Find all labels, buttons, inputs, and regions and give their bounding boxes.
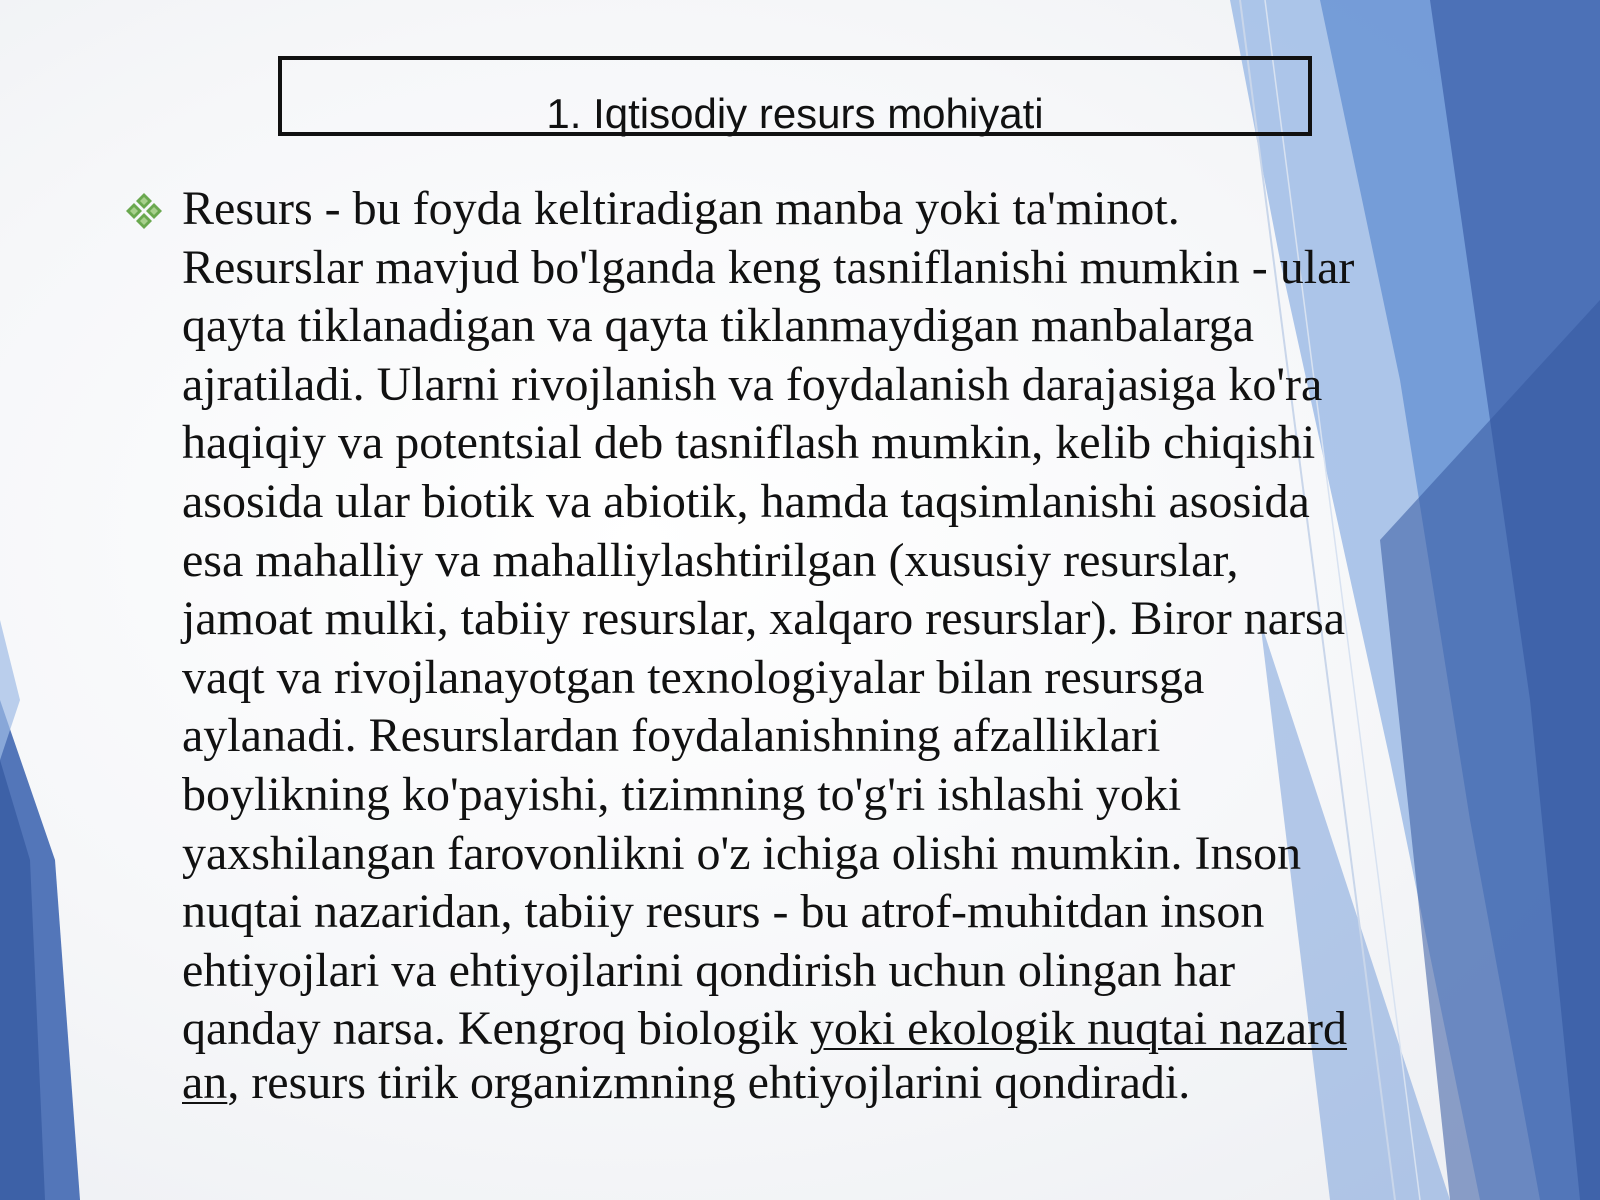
paragraph-line: [182, 1000, 1382, 1059]
paragraph-line: haqiqiy va potentsial deb tasniflash mumkin, kelib chiqishi: [182, 416, 1316, 470]
paragraph-line: yaxshilangan farovonlikni o'z ichiga olishi mumkin. Inson: [182, 826, 1302, 880]
paragraph-line: vaqt va rivojlanayotgan texnologiyalar bilan resursga: [182, 650, 1205, 704]
line-text: qanday narsa. Kengroq biologik: [182, 1002, 810, 1056]
paragraph-line: Resurs - bu foyda keltiradigan manba yoki ta'minot.: [182, 182, 1180, 235]
hyperlink-text[interactable]: an: [182, 1055, 228, 1109]
paragraph-line: Resurslar mavjud bo'lganda keng tasniflanishi mumkin - ular: [182, 240, 1355, 294]
paragraph-line: boylikning ko'payishi, tizimning to'g'ri ishlashi yoki: [182, 767, 1182, 821]
diamond-bullet-icon: [124, 191, 164, 231]
slide-title: 1. Iqtisodiy resurs mohiyati: [546, 90, 1044, 137]
paragraph-line: jamoat mulki, tabiiy resurslar, xalqaro resurslar). Biror narsa: [182, 592, 1346, 646]
paragraph-line: esa mahalliy va mahalliylashtirilgan (xususiy resurslar,: [182, 533, 1239, 587]
paragraph-line: aylanadi. Resurslardan foydalanishning afzalliklari: [182, 709, 1161, 763]
line-text: , resurs tirik organizmning ehtiyojlarini qondiradi.: [227, 1055, 1191, 1109]
paragraph-line: nuqtai nazaridan, tabiiy resurs - bu atrof-muhitdan inson: [182, 885, 1265, 939]
paragraph-line: [182, 1055, 1382, 1109]
paragraph-line: ehtiyojlari va ehtiyojlarini qondirish uchun olingan har: [182, 943, 1236, 997]
body-paragraph: [182, 180, 1382, 1107]
paragraph-line: ajratiladi. Ularni rivojlanish va foydalanish darajasiga ko'ra: [182, 357, 1323, 411]
hyperlink-text[interactable]: yoki ekologik nuqtai nazard: [809, 1002, 1348, 1056]
paragraph-line: asosida ular biotik va abiotik, hamda taqsimlanishi asosida: [182, 474, 1310, 528]
title-box: [278, 56, 1312, 136]
paragraph-line: qayta tiklanadigan va qayta tiklanmaydigan manbalarga: [182, 299, 1255, 353]
